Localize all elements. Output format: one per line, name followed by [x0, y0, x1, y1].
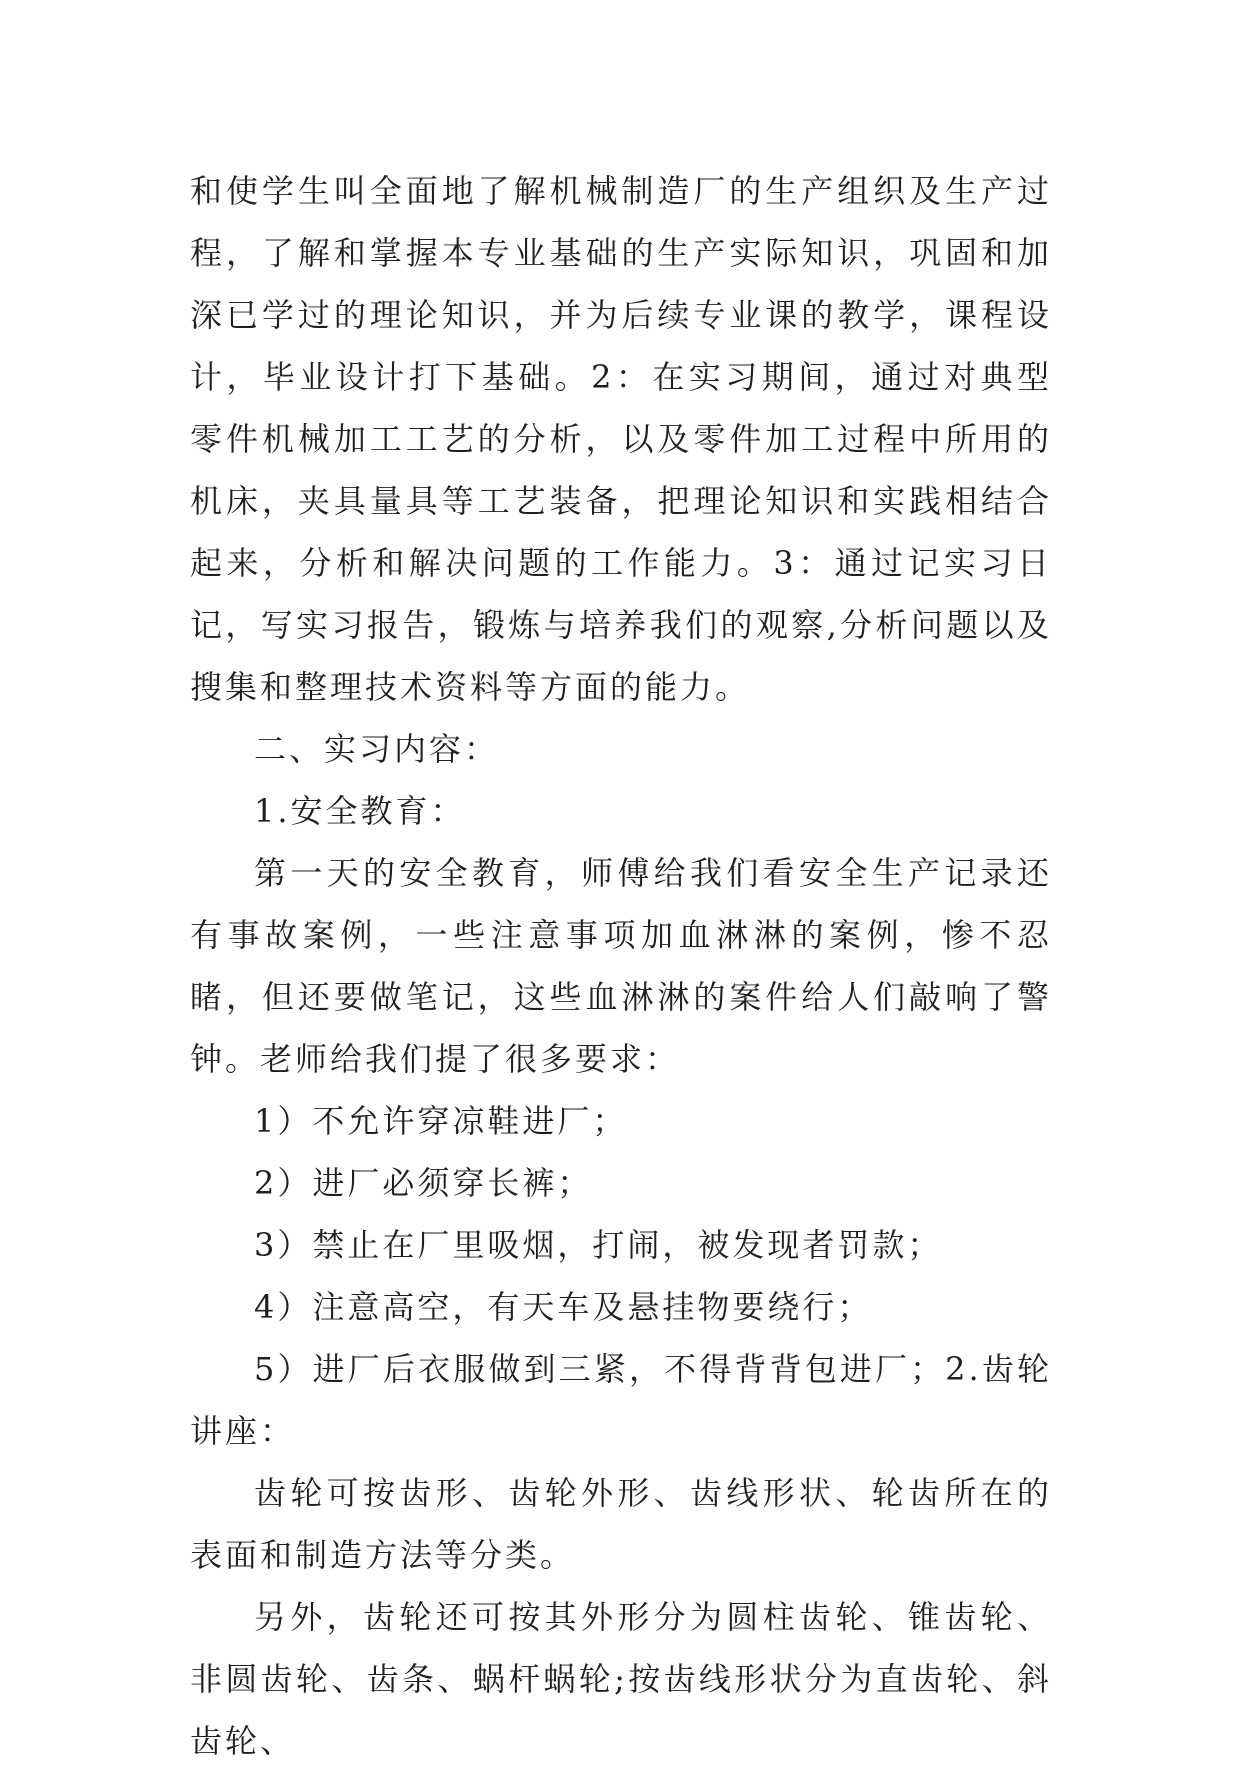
list-item-rule-3: 3）禁止在厂里吸烟，打闹，被发现者罚款；	[254, 1226, 943, 1264]
list-item-rule-5: 5）进厂后衣服做到三紧，不得背背包进厂；2.齿轮讲座：	[190, 1350, 1052, 1450]
list-item-rule-2: 2）进厂必须穿长裤；	[254, 1164, 593, 1202]
subheading-safety-education: 1.安全教育：	[254, 792, 466, 830]
paragraph-gear-classification: 齿轮可按齿形、齿轮外形、齿线形状、轮齿所在的表面和制造方法等分类。	[190, 1474, 1052, 1574]
paragraph-safety-education: 第一天的安全教育，师傅给我们看安全生产记录还有事故案例，一些注意事项加血淋淋的案例，惨不忍睹，但还要做笔记，这些血淋淋的案件给人们敲响了警钟。老师给我们提了很多要求：	[190, 854, 1052, 1078]
list-item-rule-1: 1）不允许穿凉鞋进厂；	[254, 1102, 628, 1140]
paragraph-gear-types: 另外，齿轮还可按其外形分为圆柱齿轮、锥齿轮、非圆齿轮、齿条、蜗杆蜗轮;按齿线形状分为直齿轮、斜齿轮、	[190, 1598, 1052, 1760]
paragraph-objectives: 和使学生叫全面地了解机械制造厂的生产组织及生产过程，了解和掌握本专业基础的生产实际知识，巩固和加深已学过的理论知识，并为后续专业课的教学，课程设计，毕业设计打下基础。2：在实习期间，通过对典型零件机械加工工艺的分析，以及零件加工过程中所用的机床，夹具量具等工艺装备，把理论知识和实践相结合起来，分析和解决问题的工作能力。3：通过记实习日记，写实习报告，锻炼与培养我们的观察,分析问题以及搜集和整理技术资料等方面的能力。	[190, 172, 1052, 706]
section-heading-internship-content: 二、实习内容：	[254, 730, 500, 768]
document-body	[190, 160, 1052, 1772]
list-item-rule-4: 4）注意高空，有天车及悬挂物要绕行；	[254, 1288, 873, 1326]
